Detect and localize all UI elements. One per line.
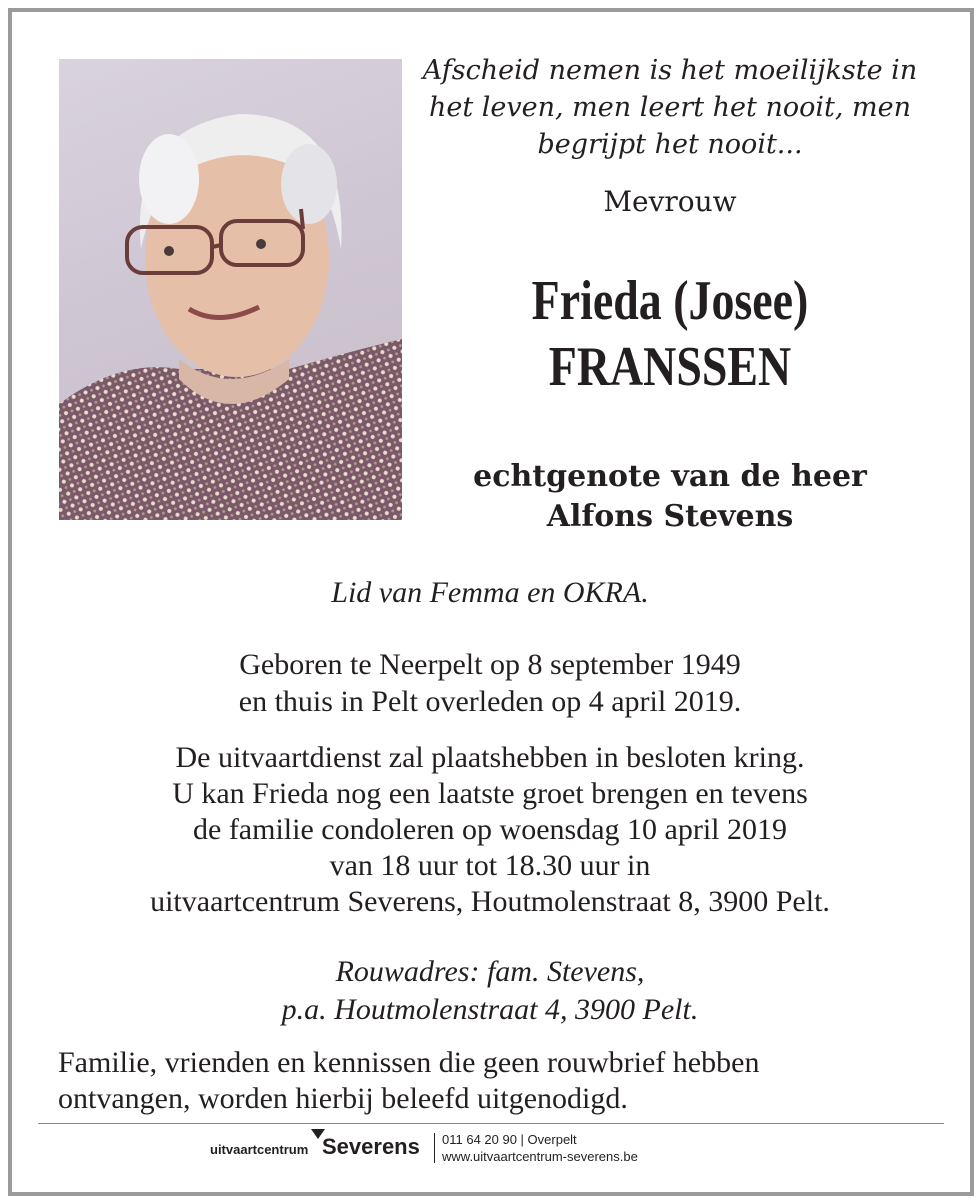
born-line-2: en thuis in Pelt overleden op 4 april 2019. (238, 685, 742, 718)
service-line-1: De uitvaartdienst zal plaatshebben in besloten kring. (175, 741, 805, 774)
invitation-line-2: ontvangen, worden hierbij beleefd uitgenodigd. (58, 1082, 628, 1115)
footer-contact (442, 1131, 638, 1165)
funeral-home-footer (0, 1127, 980, 1167)
mourning-address (40, 953, 940, 1029)
spouse-info (410, 457, 930, 537)
membership-note: Lid van Femma en OKRA. (331, 576, 649, 609)
born-line-1: Geboren te Neerpelt op 8 september 1949 (239, 648, 741, 681)
portrait-photo (59, 59, 402, 520)
footer-divider-line (38, 1123, 944, 1124)
funeral-service-info (40, 740, 940, 920)
footer-phone: 011 64 20 90 | Overpelt (442, 1132, 577, 1147)
footer-website-link[interactable]: www.uitvaartcentrum-severens.be (442, 1149, 638, 1164)
spouse-line-2: Alfons Stevens (546, 499, 794, 534)
honorific: Mevrouw (603, 185, 737, 218)
farewell-quote (420, 52, 920, 163)
invitation-line-1: Familie, vrienden en kennissen die geen rouwbrief hebben (58, 1046, 760, 1079)
service-line-3: de familie condoleren op woensdag 10 april 2019 (193, 813, 787, 846)
address-line-2: p.a. Houtmolenstraat 4, 3900 Pelt. (281, 993, 699, 1026)
invitation-text (58, 1045, 938, 1117)
service-line-2: U kan Frieda nog een laatste groet brengen en tevens (172, 777, 808, 810)
birth-death-info (40, 646, 940, 720)
first-name: Frieda (Josee) (531, 270, 809, 332)
service-line-5: uitvaartcentrum Severens, Houtmolenstraat 8, 3900 Pelt. (150, 885, 830, 918)
spouse-line-1: echtgenote van de heer (473, 459, 867, 494)
quote-line-3: begrijpt het nooit... (537, 129, 803, 160)
quote-line-1: Afscheid nemen is het moeilijkste in (422, 55, 918, 86)
footer-prefix: uitvaartcentrum (210, 1142, 309, 1157)
quote-line-2: het leven, men leert het nooit, men (428, 92, 911, 123)
footer-vertical-divider (434, 1133, 435, 1163)
deceased-name (432, 268, 908, 400)
address-line-1: Rouwadres: fam. Stevens, (335, 955, 645, 988)
footer-brand: Severens (322, 1134, 420, 1159)
last-name: FRANSSEN (548, 336, 792, 398)
service-line-4: van 18 uur tot 18.30 uur in (329, 849, 651, 882)
